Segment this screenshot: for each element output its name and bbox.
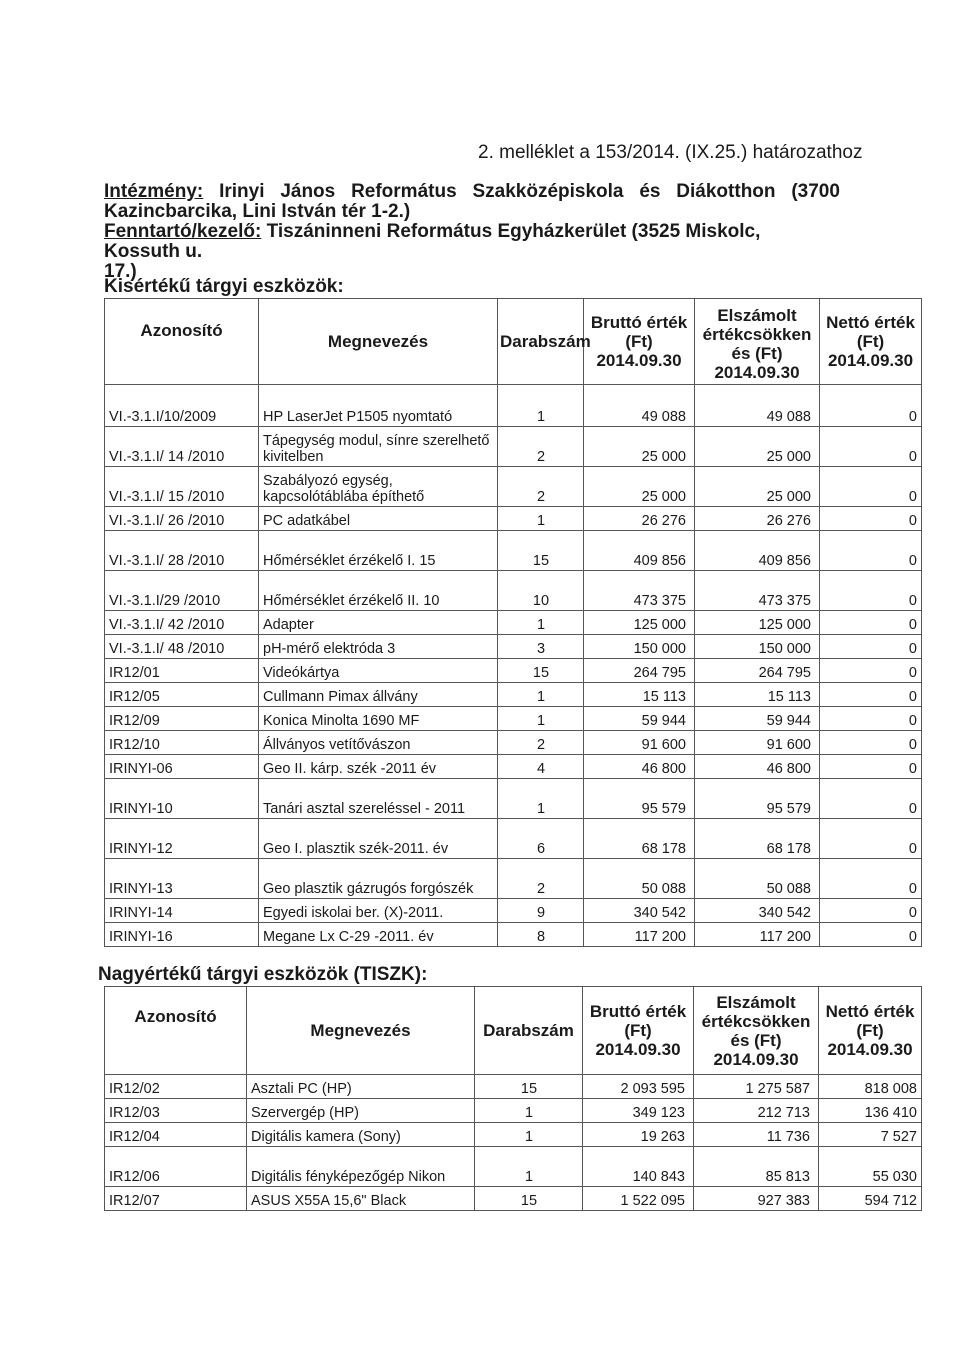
cell-depreciation: 91 600 <box>695 731 820 755</box>
cell-qty: 1 <box>498 779 584 819</box>
col-header-name: Megnevezés <box>259 299 498 385</box>
cell-gross: 117 200 <box>584 923 695 947</box>
cell-net: 0 <box>820 859 922 899</box>
cell-net: 0 <box>820 819 922 859</box>
cell-name: Cullmann Pimax állvány <box>259 683 498 707</box>
institution-word: Diákotthon <box>676 181 776 202</box>
cell-gross: 473 375 <box>584 571 695 611</box>
cell-net: 0 <box>820 707 922 731</box>
cell-net: 594 712 <box>819 1187 922 1211</box>
cell-net: 0 <box>820 779 922 819</box>
cell-id: IR12/02 <box>105 1075 247 1099</box>
table-row <box>105 859 922 899</box>
table-row <box>105 1099 922 1123</box>
table-row <box>105 507 922 531</box>
institution-word: Szakközépiskola <box>472 181 624 202</box>
cell-name: Tápegység modul, sínre szerelhető kivitelben <box>259 427 498 467</box>
cell-gross: 340 542 <box>584 899 695 923</box>
table-header-row <box>105 299 922 385</box>
table-row <box>105 1187 922 1211</box>
cell-name: Egyedi iskolai ber. (X)-2011. <box>259 899 498 923</box>
cell-name: PC adatkábel <box>259 507 498 531</box>
cell-net: 55 030 <box>819 1147 922 1187</box>
cell-name: Konica Minolta 1690 MF <box>259 707 498 731</box>
col-header-id: Azonosító <box>105 987 247 1075</box>
annex-reference: 2. melléklet a 153/2014. (IX.25.) határozathoz <box>478 142 863 163</box>
cell-gross: 95 579 <box>584 779 695 819</box>
cell-id: IR12/09 <box>105 707 259 731</box>
cell-net: 7 527 <box>819 1123 922 1147</box>
cell-id: VI.-3.1.I/ 14 /2010 <box>105 427 259 467</box>
cell-id: VI.-3.1.I/ 26 /2010 <box>105 507 259 531</box>
cell-net: 0 <box>820 611 922 635</box>
cell-name: Geo II. kárp. szék -2011 év <box>259 755 498 779</box>
cell-name: Szervergép (HP) <box>247 1099 475 1123</box>
col-header-qty: Darabszám <box>475 987 583 1075</box>
cell-gross: 50 088 <box>584 859 695 899</box>
institution-word: János <box>280 181 336 202</box>
cell-id: VI.-3.1.I/ 28 /2010 <box>105 531 259 571</box>
cell-name: Digitális fényképezőgép Nikon <box>247 1147 475 1187</box>
cell-id: IR12/03 <box>105 1099 247 1123</box>
cell-gross: 68 178 <box>584 819 695 859</box>
cell-qty: 10 <box>498 571 584 611</box>
cell-gross: 25 000 <box>584 467 695 507</box>
cell-depreciation: 25 000 <box>695 467 820 507</box>
cell-id: IRINYI-10 <box>105 779 259 819</box>
maintainer-line-2: 17.) <box>104 261 137 282</box>
cell-name: Videókártya <box>259 659 498 683</box>
table-row <box>105 659 922 683</box>
cell-gross: 49 088 <box>584 385 695 427</box>
table-row <box>105 531 922 571</box>
cell-id: IR12/10 <box>105 731 259 755</box>
cell-name: pH-mérő elektróda 3 <box>259 635 498 659</box>
cell-depreciation: 409 856 <box>695 531 820 571</box>
institution-label: Intézmény: <box>104 181 204 202</box>
large-assets-title: Nagyértékű tárgyi eszközök (TISZK): <box>98 964 428 985</box>
cell-name: Asztali PC (HP) <box>247 1075 475 1099</box>
cell-net: 0 <box>820 385 922 427</box>
cell-net: 0 <box>820 731 922 755</box>
cell-depreciation: 15 113 <box>695 683 820 707</box>
table-row <box>105 467 922 507</box>
cell-name: Állványos vetítővászon <box>259 731 498 755</box>
cell-id: VI.-3.1.I/10/2009 <box>105 385 259 427</box>
cell-gross: 59 944 <box>584 707 695 731</box>
cell-gross: 19 263 <box>583 1123 694 1147</box>
cell-qty: 3 <box>498 635 584 659</box>
cell-gross: 349 123 <box>583 1099 694 1123</box>
cell-net: 818 008 <box>819 1075 922 1099</box>
col-header-depreciation: Elszámolt értékcsökken és (Ft) 2014.09.30 <box>694 987 819 1075</box>
cell-id: IRINYI-06 <box>105 755 259 779</box>
maintainer-text: Tiszáninneni Református Egyházkerület (3525 Miskolc, Kossuth u. <box>104 221 761 262</box>
table-row <box>105 571 922 611</box>
table-row <box>105 899 922 923</box>
cell-id: VI.-3.1.I/ 42 /2010 <box>105 611 259 635</box>
cell-name: Hőmérséklet érzékelő II. 10 <box>259 571 498 611</box>
table-row <box>105 1147 922 1187</box>
cell-name: Szabályozó egység, kapcsolótáblába építhető <box>259 467 498 507</box>
cell-qty: 1 <box>475 1123 583 1147</box>
cell-net: 0 <box>820 755 922 779</box>
cell-id: VI.-3.1.I/ 48 /2010 <box>105 635 259 659</box>
cell-id: IR12/01 <box>105 659 259 683</box>
cell-net: 0 <box>820 683 922 707</box>
table-row <box>105 385 922 427</box>
cell-qty: 15 <box>475 1075 583 1099</box>
cell-gross: 264 795 <box>584 659 695 683</box>
small-assets-body <box>105 385 922 947</box>
cell-id: IRINYI-16 <box>105 923 259 947</box>
cell-depreciation: 46 800 <box>695 755 820 779</box>
institution-line <box>104 182 840 202</box>
cell-id: IRINYI-14 <box>105 899 259 923</box>
cell-qty: 2 <box>498 467 584 507</box>
table-row <box>105 779 922 819</box>
table-header-row <box>105 987 922 1075</box>
cell-depreciation: 125 000 <box>695 611 820 635</box>
cell-net: 0 <box>820 427 922 467</box>
maintainer-label: Fenntartó/kezelő: <box>104 221 262 242</box>
cell-id: IR12/05 <box>105 683 259 707</box>
cell-qty: 1 <box>475 1099 583 1123</box>
small-assets-title: Kisértékű tárgyi eszközök: <box>104 276 344 297</box>
cell-depreciation: 264 795 <box>695 659 820 683</box>
cell-qty: 8 <box>498 923 584 947</box>
table-row <box>105 923 922 947</box>
cell-depreciation: 59 944 <box>695 707 820 731</box>
cell-gross: 91 600 <box>584 731 695 755</box>
cell-depreciation: 11 736 <box>694 1123 819 1147</box>
table-row <box>105 683 922 707</box>
cell-depreciation: 50 088 <box>695 859 820 899</box>
table-row <box>105 707 922 731</box>
cell-depreciation: 473 375 <box>695 571 820 611</box>
cell-id: IR12/04 <box>105 1123 247 1147</box>
cell-qty: 1 <box>498 683 584 707</box>
cell-name: Hőmérséklet érzékelő I. 15 <box>259 531 498 571</box>
cell-net: 0 <box>820 467 922 507</box>
cell-id: VI.-3.1.I/29 /2010 <box>105 571 259 611</box>
cell-name: Digitális kamera (Sony) <box>247 1123 475 1147</box>
cell-depreciation: 85 813 <box>694 1147 819 1187</box>
large-assets-body <box>105 1075 922 1211</box>
cell-name: Megane Lx C-29 -2011. év <box>259 923 498 947</box>
cell-id: IR12/07 <box>105 1187 247 1211</box>
cell-name: Tanári asztal szereléssel - 2011 <box>259 779 498 819</box>
cell-qty: 1 <box>498 385 584 427</box>
cell-name: Adapter <box>259 611 498 635</box>
col-header-net: Nettó érték (Ft) 2014.09.30 <box>819 987 922 1075</box>
col-header-name: Megnevezés <box>247 987 475 1075</box>
cell-id: VI.-3.1.I/ 15 /2010 <box>105 467 259 507</box>
cell-depreciation: 927 383 <box>694 1187 819 1211</box>
table-row <box>105 731 922 755</box>
cell-qty: 15 <box>498 531 584 571</box>
col-header-depreciation: Elszámolt értékcsökken és (Ft) 2014.09.30 <box>695 299 820 385</box>
col-header-gross: Bruttó érték (Ft) 2014.09.30 <box>584 299 695 385</box>
cell-qty: 2 <box>498 731 584 755</box>
cell-qty: 2 <box>498 427 584 467</box>
institution-word: és <box>639 181 661 202</box>
cell-net: 0 <box>820 571 922 611</box>
col-header-net: Nettó érték (Ft) 2014.09.30 <box>820 299 922 385</box>
cell-qty: 6 <box>498 819 584 859</box>
cell-name: HP LaserJet P1505 nyomtató <box>259 385 498 427</box>
cell-gross: 25 000 <box>584 427 695 467</box>
cell-id: IR12/06 <box>105 1147 247 1187</box>
cell-gross: 46 800 <box>584 755 695 779</box>
cell-gross: 125 000 <box>584 611 695 635</box>
cell-gross: 1 522 095 <box>583 1187 694 1211</box>
col-header-gross: Bruttó érték (Ft) 2014.09.30 <box>583 987 694 1075</box>
cell-id: IRINYI-12 <box>105 819 259 859</box>
cell-id: IRINYI-13 <box>105 859 259 899</box>
institution-word: Irinyi <box>219 181 265 202</box>
table-row <box>105 1123 922 1147</box>
col-header-id: Azonosító <box>105 299 259 385</box>
cell-net: 136 410 <box>819 1099 922 1123</box>
table-row <box>105 635 922 659</box>
maintainer-line <box>104 222 840 262</box>
small-assets-table <box>104 298 922 947</box>
cell-depreciation: 95 579 <box>695 779 820 819</box>
cell-qty: 15 <box>498 659 584 683</box>
table-row <box>105 427 922 467</box>
institution-address: Kazincbarcika, Lini István tér 1-2.) <box>104 201 411 222</box>
cell-qty: 2 <box>498 859 584 899</box>
cell-depreciation: 340 542 <box>695 899 820 923</box>
table-row <box>105 1075 922 1099</box>
cell-net: 0 <box>820 923 922 947</box>
cell-net: 0 <box>820 659 922 683</box>
cell-depreciation: 68 178 <box>695 819 820 859</box>
cell-net: 0 <box>820 507 922 531</box>
cell-qty: 1 <box>475 1147 583 1187</box>
col-header-qty: Darabszám <box>498 299 584 385</box>
cell-gross: 150 000 <box>584 635 695 659</box>
cell-gross: 26 276 <box>584 507 695 531</box>
cell-depreciation: 25 000 <box>695 427 820 467</box>
cell-depreciation: 212 713 <box>694 1099 819 1123</box>
institution-word: (3700 <box>791 181 840 202</box>
cell-gross: 140 843 <box>583 1147 694 1187</box>
cell-gross: 15 113 <box>584 683 695 707</box>
cell-gross: 2 093 595 <box>583 1075 694 1099</box>
large-assets-table <box>104 986 922 1211</box>
table-row <box>105 611 922 635</box>
cell-depreciation: 150 000 <box>695 635 820 659</box>
cell-net: 0 <box>820 635 922 659</box>
cell-qty: 9 <box>498 899 584 923</box>
cell-depreciation: 117 200 <box>695 923 820 947</box>
institution-word: Református <box>351 181 457 202</box>
cell-gross: 409 856 <box>584 531 695 571</box>
table-row <box>105 819 922 859</box>
cell-name: Geo I. plasztik szék-2011. év <box>259 819 498 859</box>
cell-net: 0 <box>820 531 922 571</box>
table-row <box>105 755 922 779</box>
cell-qty: 1 <box>498 507 584 531</box>
cell-depreciation: 26 276 <box>695 507 820 531</box>
cell-qty: 1 <box>498 707 584 731</box>
cell-qty: 4 <box>498 755 584 779</box>
cell-depreciation: 49 088 <box>695 385 820 427</box>
cell-qty: 1 <box>498 611 584 635</box>
cell-net: 0 <box>820 899 922 923</box>
document-header <box>104 182 840 282</box>
cell-qty: 15 <box>475 1187 583 1211</box>
cell-depreciation: 1 275 587 <box>694 1075 819 1099</box>
cell-name: ASUS X55A 15,6" Black <box>247 1187 475 1211</box>
cell-name: Geo plasztik gázrugós forgószék <box>259 859 498 899</box>
